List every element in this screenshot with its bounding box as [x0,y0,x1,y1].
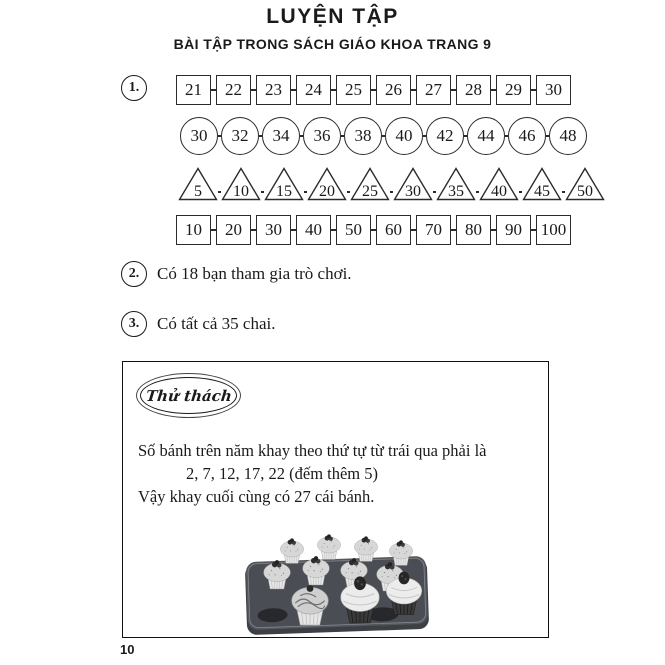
page-subtitle: BÀI TẬP TRONG SÁCH GIÁO KHOA TRANG 9 [173,36,492,52]
sequence-square: 80 [456,215,491,245]
svg-text:20: 20 [319,183,335,200]
svg-text:35: 35 [448,183,464,200]
svg-text:50: 50 [577,183,593,200]
sequence-circle: 32 [221,117,259,155]
challenge-text [138,439,548,508]
sequence-circle: 36 [303,117,341,155]
sequence-triangle [221,167,261,201]
sequence-square: 50 [336,215,371,245]
sequence-square: 70 [416,215,451,245]
sequence-square: 25 [336,75,371,105]
exercise-2-text: Có 18 bạn tham gia trò chơi. [157,264,352,283]
number-chain-row-circle [180,117,605,155]
svg-text:5: 5 [194,183,202,200]
chain-connector [347,191,350,193]
sequence-triangle [350,167,390,201]
svg-text:30: 30 [405,183,421,200]
svg-text:25: 25 [362,183,378,200]
sequence-square: 26 [376,75,411,105]
exercise-3-badge: 3. [121,311,147,337]
sequence-circle: 44 [467,117,505,155]
svg-text:40: 40 [491,183,507,200]
sequence-triangle [178,167,218,201]
sequence-square: 21 [176,75,211,105]
cupcakes-image [230,512,442,638]
sequence-square: 60 [376,215,411,245]
sequence-square: 29 [496,75,531,105]
sequence-circle: 46 [508,117,546,155]
sequence-triangle [393,167,433,201]
cupcakes-image-wrap [123,512,548,643]
challenge-line-3: Vậy khay cuối cùng có 27 cái bánh. [138,487,375,506]
svg-text:15: 15 [276,183,292,200]
chain-connector [261,191,264,193]
sequence-triangle [264,167,304,201]
sequence-square: 28 [456,75,491,105]
challenge-line-2: 2, 7, 12, 17, 22 (đếm thêm 5) [186,464,379,483]
exercise-3 [121,311,276,337]
chain-connector [433,191,436,193]
chain-connector [218,191,221,193]
sequence-square: 23 [256,75,291,105]
sequence-triangle [479,167,519,201]
svg-text:10: 10 [233,183,249,200]
sequence-square: 40 [296,215,331,245]
chain-connector [519,191,522,193]
sequence-triangle [307,167,347,201]
sequence-square: 90 [496,215,531,245]
number-chain-row-square [176,75,605,105]
sequence-circle: 40 [385,117,423,155]
challenge-box [122,361,549,638]
challenge-line-1: Số bánh trên năm khay theo thứ tự từ trái qua phải là [138,441,487,460]
sequence-square: 27 [416,75,451,105]
sequence-circle: 30 [180,117,218,155]
chain-connector [476,191,479,193]
sequence-square: 24 [296,75,331,105]
exercise-1 [121,75,605,257]
page-number: 10 [120,642,135,657]
number-chain-row-triangle [178,167,605,201]
chain-connector [304,191,307,193]
sequence-square: 30 [536,75,571,105]
svg-text:45: 45 [534,183,550,200]
sequence-square: 100 [536,215,571,245]
sequence-square: 30 [256,215,291,245]
chain-connector [390,191,393,193]
challenge-label-oval [136,373,241,418]
number-chain-row-square [176,215,605,245]
number-chains [150,75,605,257]
challenge-label: Thử thách [144,386,233,405]
sequence-circle: 48 [549,117,587,155]
exercise-3-text: Có tất cả 35 chai. [157,314,276,333]
page-title: LUYỆN TẬP [266,5,399,28]
sequence-square: 22 [216,75,251,105]
sequence-square: 20 [216,215,251,245]
sequence-triangle [436,167,476,201]
sequence-triangle [522,167,562,201]
sequence-triangle [565,167,605,201]
exercise-1-badge: 1. [121,75,147,101]
chain-connector [562,191,565,193]
sequence-circle: 38 [344,117,382,155]
exercise-2-badge: 2. [121,261,147,287]
sequence-circle: 34 [262,117,300,155]
sequence-circle: 42 [426,117,464,155]
sequence-square: 10 [176,215,211,245]
header [0,5,665,52]
exercise-2 [121,261,352,287]
